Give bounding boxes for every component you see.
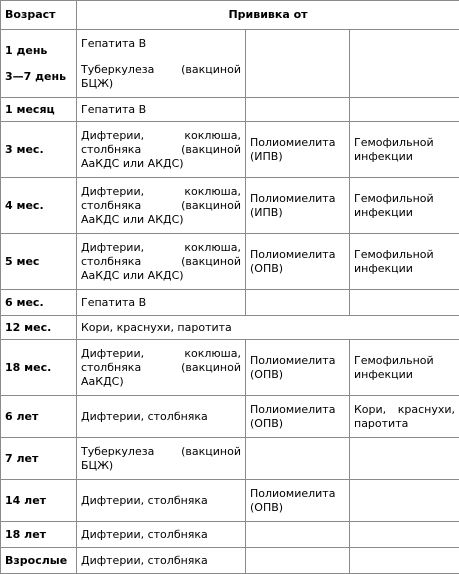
vaccine-cell-3 bbox=[350, 548, 459, 574]
table-row bbox=[1, 98, 459, 122]
age-cell: 6 мес. bbox=[1, 290, 77, 316]
table-row bbox=[1, 480, 459, 522]
vaccine-cell-2: Полиомиелита (ИПВ) bbox=[246, 178, 350, 234]
vaccine-cell-2 bbox=[246, 522, 350, 548]
vaccine-cell-3 bbox=[350, 98, 459, 122]
age-cell: 18 лет bbox=[1, 522, 77, 548]
vaccine-cell-2 bbox=[246, 290, 350, 316]
vaccine-cell: Гепатита В bbox=[77, 98, 246, 122]
age-label-secondary: 3—7 день bbox=[5, 70, 72, 84]
vaccine-cell-2: Полиомиелита (ИПВ) bbox=[246, 122, 350, 178]
table-row bbox=[1, 438, 459, 480]
table-row bbox=[1, 316, 459, 340]
table-row bbox=[1, 290, 459, 316]
vaccine-cell-3: Гемофильной инфекции bbox=[350, 178, 459, 234]
age-cell: 18 мес. bbox=[1, 340, 77, 396]
vaccine-cell-2: Полиомиелита (ОПВ) bbox=[246, 396, 350, 438]
age-cell: 4 мес. bbox=[1, 178, 77, 234]
vaccine-cell-3: Гемофильной инфекции bbox=[350, 340, 459, 396]
vaccine-cell: Дифтерии, столбняка bbox=[77, 522, 246, 548]
vaccine-cell-2: Полиомиелита (ОПВ) bbox=[246, 480, 350, 522]
vaccine-cell: Дифтерии, столбняка bbox=[77, 396, 246, 438]
age-cell: 14 лет bbox=[1, 480, 77, 522]
table-row bbox=[1, 340, 459, 396]
age-cell: Взрослые bbox=[1, 548, 77, 574]
table-row bbox=[1, 178, 459, 234]
vaccine-text: Гепатита В bbox=[81, 37, 241, 51]
vaccine-cell: Туберкулеза (вакциной БЦЖ) bbox=[77, 438, 246, 480]
table-row bbox=[1, 234, 459, 290]
age-label: 1 день bbox=[5, 44, 72, 58]
vaccine-cell bbox=[77, 30, 246, 98]
vaccine-cell-2 bbox=[246, 98, 350, 122]
vaccine-cell: Дифтерии, коклюша, столбняка (вакциной АаКДС или АКДС) bbox=[77, 178, 246, 234]
vaccine-cell-3 bbox=[350, 480, 459, 522]
vaccine-cell: Дифтерии, коклюша, столбняка (вакциной АаКДС) bbox=[77, 340, 246, 396]
vaccine-cell: Гепатита В bbox=[77, 290, 246, 316]
age-cell: 6 лет bbox=[1, 396, 77, 438]
vaccine-cell: Дифтерии, столбняка bbox=[77, 480, 246, 522]
age-cell: 12 мес. bbox=[1, 316, 77, 340]
vaccine-cell-2 bbox=[246, 30, 350, 98]
table-row bbox=[1, 30, 459, 98]
table-row bbox=[1, 396, 459, 438]
vaccine-cell-3 bbox=[350, 290, 459, 316]
vaccine-column-header: Прививка от bbox=[77, 1, 459, 30]
age-cell bbox=[1, 30, 77, 98]
table-row bbox=[1, 122, 459, 178]
vaccine-cell-2 bbox=[246, 438, 350, 480]
vaccine-cell: Дифтерии, коклюша, столбняка (вакциной АаКДС или АКДС) bbox=[77, 122, 246, 178]
vaccine-cell-3 bbox=[350, 438, 459, 480]
vaccine-cell: Кори, краснухи, паротита bbox=[77, 316, 459, 340]
age-cell: 1 месяц bbox=[1, 98, 77, 122]
table-row bbox=[1, 522, 459, 548]
vaccine-cell-3 bbox=[350, 522, 459, 548]
vaccine-cell-3 bbox=[350, 30, 459, 98]
vaccine-cell-2 bbox=[246, 548, 350, 574]
vaccine-cell-2: Полиомиелита (ОПВ) bbox=[246, 340, 350, 396]
age-cell: 7 лет bbox=[1, 438, 77, 480]
vaccine-text-secondary: Туберкулеза (вакциной БЦЖ) bbox=[81, 63, 241, 91]
vaccine-cell-3: Гемофильной инфекции bbox=[350, 122, 459, 178]
vaccine-cell: Дифтерии, коклюша, столбняка (вакциной АаКДС или АКДС) bbox=[77, 234, 246, 290]
vaccine-cell-2: Полиомиелита (ОПВ) bbox=[246, 234, 350, 290]
vaccine-cell-3: Кори, краснухи, паротита bbox=[350, 396, 459, 438]
vaccine-cell: Дифтерии, столбняка bbox=[77, 548, 246, 574]
age-cell: 5 мес bbox=[1, 234, 77, 290]
age-cell: 3 мес. bbox=[1, 122, 77, 178]
age-column-header: Возраст bbox=[1, 1, 77, 30]
table-row bbox=[1, 548, 459, 574]
table-header-row bbox=[1, 1, 459, 30]
vaccine-cell-3: Гемофильной инфекции bbox=[350, 234, 459, 290]
